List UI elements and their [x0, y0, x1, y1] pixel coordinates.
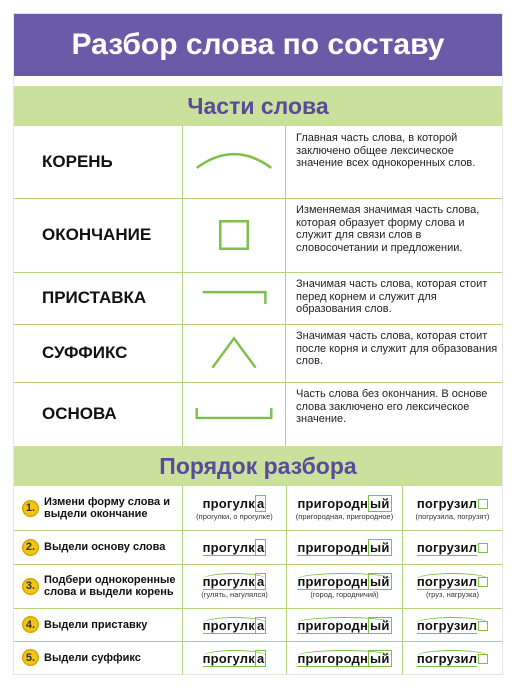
step-number-badge: 4.	[22, 616, 39, 633]
step-row	[14, 530, 502, 565]
stem-bracket-icon	[182, 382, 286, 446]
word-cell	[182, 608, 286, 641]
word-hint: (гулять, нагулялся)	[201, 590, 268, 599]
parts-table	[14, 126, 502, 446]
suffix-caret-icon	[182, 324, 286, 382]
step-row	[14, 564, 502, 609]
word: прогулк а	[202, 650, 265, 666]
ending-mark: ый	[370, 495, 390, 511]
step-number-badge: 5.	[22, 649, 39, 666]
poster	[14, 14, 502, 674]
step-label: Выдели основу слова	[44, 541, 166, 553]
step-label: Подбери однокоренные слова и выдели корень	[44, 574, 176, 598]
part-row-ending	[14, 198, 502, 273]
word: пригородн ый	[297, 617, 390, 633]
word: пригородн ый	[297, 574, 390, 589]
word-cell	[182, 486, 286, 530]
order-table	[14, 486, 502, 674]
order-section-title: Порядок разбора	[14, 446, 502, 486]
prefix-bracket-icon	[182, 272, 286, 324]
ending-mark: а	[256, 495, 265, 511]
word-cell	[182, 564, 286, 608]
word: прогулк а	[202, 574, 265, 589]
word: прогулк а	[202, 617, 265, 633]
word-cell	[402, 530, 502, 564]
null-ending-mark	[478, 499, 488, 509]
part-name: КОРЕНЬ	[42, 152, 113, 171]
word: прогулк а	[202, 539, 265, 555]
part-description: Изменяемая значимая часть слова, которая образует форму слова и служит для связи слов в словосочетании и предложении.	[296, 204, 480, 254]
step-row	[14, 486, 502, 531]
word-hint: (город, городничий)	[310, 590, 379, 599]
word: пригородн ый	[297, 495, 390, 511]
word: погрузил	[417, 540, 488, 555]
step-label: Измени форму слова и выдели окончание	[44, 496, 170, 520]
root-arc-icon	[182, 126, 286, 198]
word-hint: (погрузила, погрузят)	[415, 511, 490, 521]
word: пригородн ый	[297, 539, 390, 555]
part-description: Значимая часть слова, которая стоит после корня и служит для образования слов.	[296, 330, 498, 368]
part-row-prefix	[14, 272, 502, 325]
word-hint: (пригородная, пригородное)	[295, 511, 394, 521]
step-label: Выдели приставку	[44, 618, 148, 631]
word: погрузил	[417, 496, 488, 511]
part-description: Часть слова без окончания. В основе слова заключено его лексическое значение.	[296, 388, 488, 426]
word-cell	[286, 486, 402, 530]
word: погрузил	[417, 573, 488, 589]
word-hint: (груз, нагрузка)	[425, 590, 480, 599]
part-row-suffix	[14, 324, 502, 383]
page-title: Разбор слова по составу	[14, 14, 502, 76]
step-number-badge: 3.	[22, 578, 39, 595]
word: пригородн ый	[297, 650, 390, 666]
step-number-badge: 1.	[22, 500, 39, 517]
part-name: СУФФИКС	[42, 343, 128, 362]
part-row-stem	[14, 382, 502, 446]
word-cell	[286, 530, 402, 564]
part-name: ОСНОВА	[42, 404, 117, 423]
word-cell	[182, 641, 286, 674]
word: прогулк а	[202, 495, 265, 511]
part-row-root	[14, 126, 502, 199]
word: погрузил	[417, 650, 488, 666]
part-name: ПРИСТАВКА	[42, 288, 147, 307]
step-label: Выдели суффикс	[44, 651, 141, 664]
word-cell	[286, 564, 402, 608]
part-name: ОКОНЧАНИЕ	[42, 225, 152, 244]
word-hint: (прогулки, о прогулке)	[196, 511, 273, 521]
word-cell	[286, 608, 402, 641]
step-number-badge: 2.	[22, 539, 39, 556]
word-cell	[286, 641, 402, 674]
step-row	[14, 641, 502, 674]
parts-section-title: Части слова	[14, 86, 502, 126]
word-cell	[402, 486, 502, 530]
step-row	[14, 608, 502, 642]
part-description: Значимая часть слова, которая стоит перед корнем и служит для образования слов.	[296, 278, 488, 316]
word: погрузил	[417, 617, 488, 633]
word-cell	[402, 608, 502, 641]
part-description: Главная часть слова, в которой заключено общее лексическое значение всех однокоренных слов.	[296, 132, 476, 170]
word-cell	[402, 641, 502, 674]
ending-square-icon	[182, 198, 286, 272]
word-cell	[182, 530, 286, 564]
word-cell	[402, 564, 502, 608]
